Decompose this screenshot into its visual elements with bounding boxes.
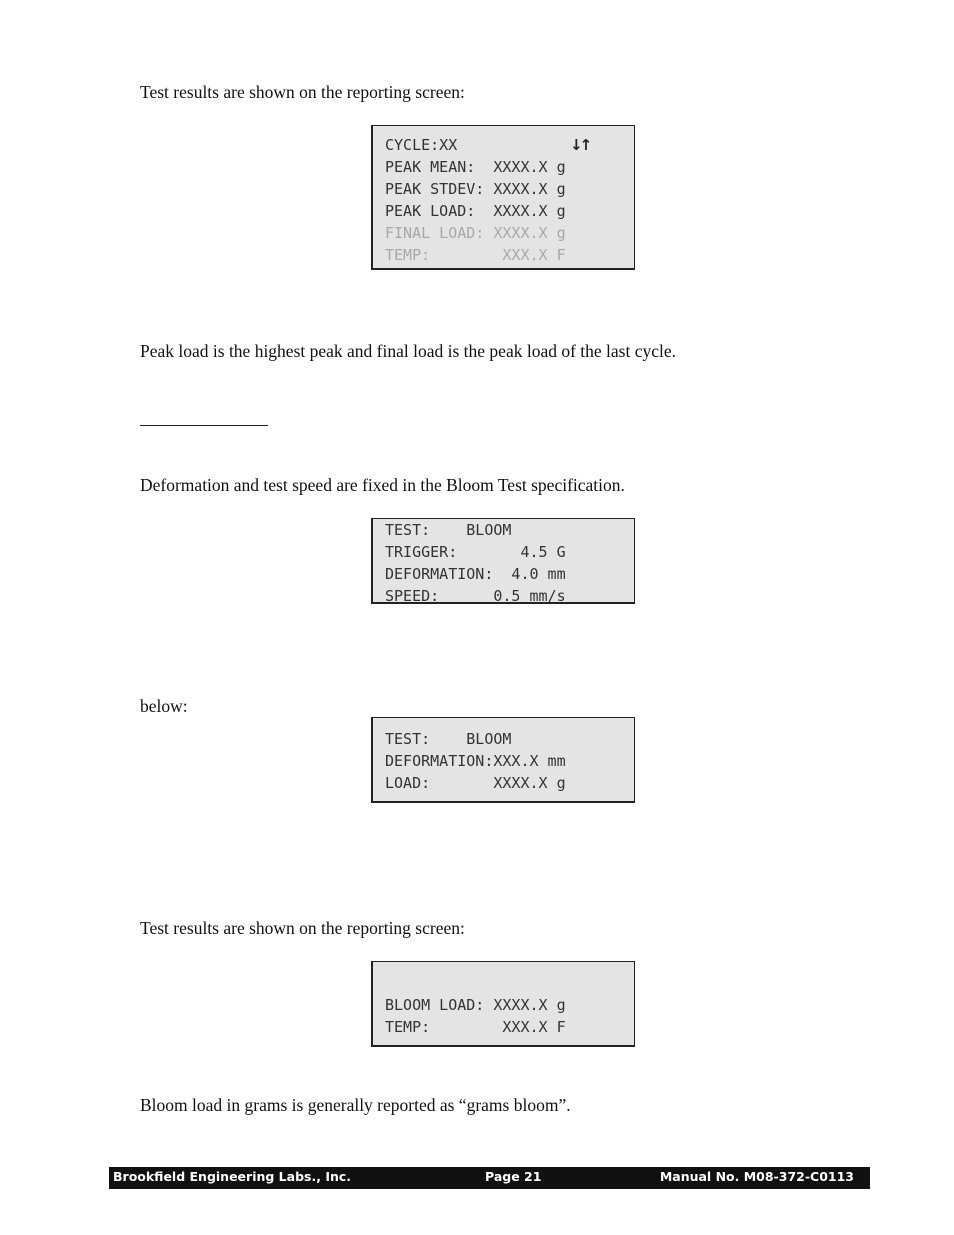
lcd-line: PEAK LOAD: XXXX.X g [385, 202, 566, 220]
lcd-line: DEFORMATION:XXX.X mm [385, 752, 566, 770]
page-footer [109, 1167, 870, 1189]
lcd-screen-cycle-results [371, 125, 635, 270]
lcd-line-dimmed: TEMP: XXX.X F [385, 246, 566, 264]
lcd-line: SPEED: 0.5 mm/s [385, 587, 566, 604]
section-underline [140, 425, 268, 426]
deformation-paragraph: Deformation and test speed are fixed in the Bloom Test specification. [140, 475, 625, 495]
lcd-text: CYCLE:XX [385, 136, 458, 154]
results-paragraph: Test results are shown on the reporting screen: [140, 918, 465, 938]
footer-company: Brookfield Engineering Labs., Inc. [113, 1169, 352, 1184]
lcd-screen-bloom-results [371, 961, 635, 1047]
footer-manual-number: Manual No. M08-372-C0113 [659, 1169, 854, 1184]
below-paragraph: below: [140, 696, 188, 716]
footer-page-number: Page 21 [485, 1169, 542, 1184]
lcd-line: DEFORMATION: 4.0 mm [385, 565, 566, 583]
lcd-line-dimmed: FINAL LOAD: XXXX.X g [385, 224, 566, 242]
lcd-line [385, 972, 634, 994]
lcd-screen-test-setup [371, 518, 635, 604]
scroll-arrows-icon: ↓↑ [570, 136, 590, 154]
bloom-load-paragraph: Bloom load in grams is generally reported as “grams bloom”. [140, 1095, 571, 1115]
lcd-line: PEAK STDEV: XXXX.X g [385, 180, 566, 198]
lcd-line: PEAK MEAN: XXXX.X g [385, 158, 566, 176]
lcd-line: TEST: BLOOM [385, 521, 512, 539]
lcd-line: BLOOM LOAD: XXXX.X g [385, 996, 566, 1014]
lcd-line [385, 134, 634, 156]
lcd-line: TRIGGER: 4.5 G [385, 543, 566, 561]
lcd-line: LOAD: XXXX.X g [385, 774, 566, 792]
peak-load-paragraph: Peak load is the highest peak and final load is the peak load of the last cycle. [140, 341, 677, 361]
lcd-screen-test-running [371, 717, 635, 803]
lcd-line: TEMP: XXX.X F [385, 1018, 566, 1036]
lcd-line: TEST: BLOOM [385, 730, 512, 748]
intro-paragraph: Test results are shown on the reporting screen: [140, 82, 465, 102]
